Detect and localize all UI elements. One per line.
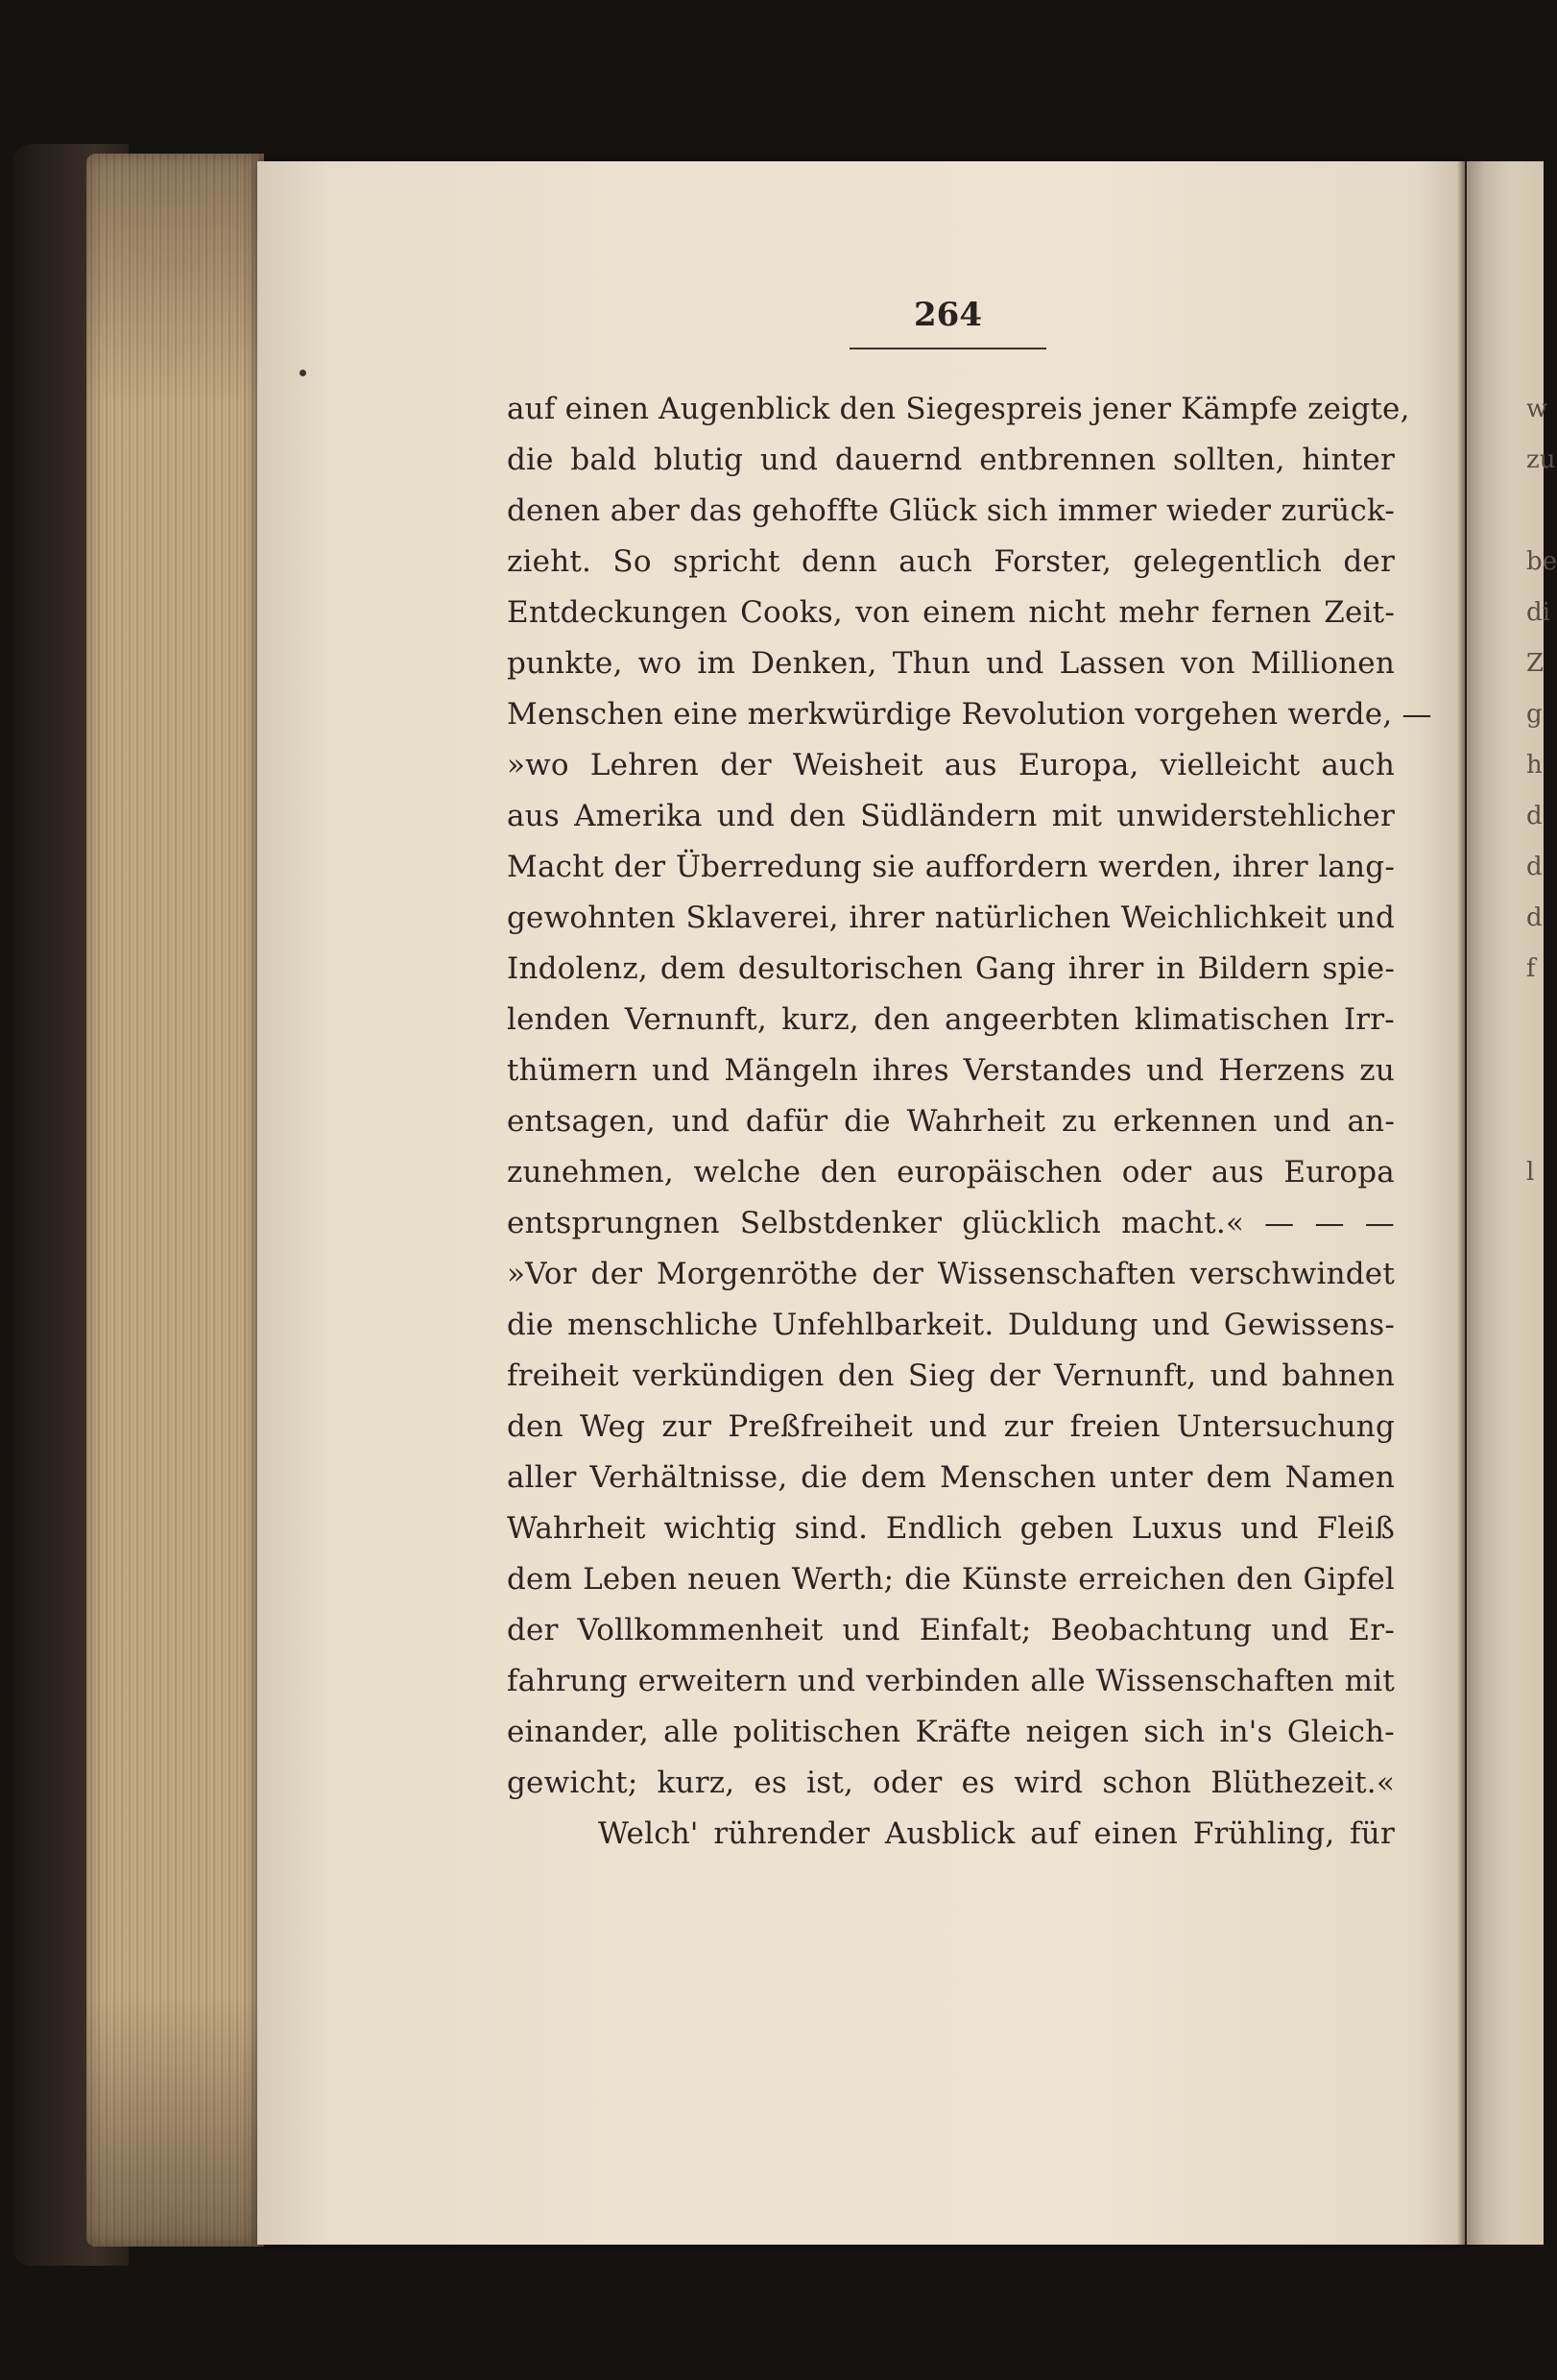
page-edges-shade [86,154,264,2247]
text-line: »wo Lehren der Weisheit aus Europa, vielleicht auch [507,748,1395,782]
text-line: gewohnten Sklaverei, ihrer natürlichen Weichlichkeit und [507,901,1395,935]
text-line: den Weg zur Preßfreiheit und zur freien Untersuchung [507,1409,1395,1444]
text-line: zunehmen, welche den europäischen oder aus Europa [507,1155,1395,1190]
text-line: die bald blutig und dauernd entbrennen sollten, hinter [507,443,1395,477]
text-line: denen aber das gehoffte Glück sich immer wieder zurück- [507,493,1395,528]
right-page-fragment: d [1526,903,1543,932]
text-line: lenden Vernunft, kurz, den angeerbten klimatischen Irr- [507,1002,1395,1037]
text-line: aus Amerika und den Südländern mit unwiderstehlicher [507,799,1395,833]
right-page-fragments [1526,384,1557,1198]
right-page-fragment: f [1526,954,1536,983]
right-page-fragment [1526,486,1544,537]
text-line: einander, alle politischen Kräfte neigen sich in's Gleich- [507,1715,1395,1749]
text-line: »Vor der Morgenröthe der Wissenschaften verschwindet [507,1257,1395,1291]
text-line: gewicht; kurz, es ist, oder es wird schon Blüthezeit.« [507,1766,1395,1800]
right-page-fragment: l [1526,1158,1535,1187]
right-page-fragment: d [1526,853,1543,881]
text-line: auf einen Augenblick den Siegespreis jener Kämpfe zeigte, [507,392,1410,426]
text-line: aller Verhältnisse, die dem Menschen unter dem Namen [507,1460,1395,1495]
text-line: Indolenz, dem desultorischen Gang ihrer in Bildern spie- [507,951,1395,986]
right-page-fragment [1526,995,1544,1046]
right-page-fragment: Z [1526,649,1545,678]
text-line: thümern und Mängeln ihres Verstandes und Herzens zu [507,1053,1395,1088]
text-line: freiheit verkündigen den Sieg der Vernunft, und bahnen [507,1358,1395,1393]
right-page-fragment [1526,1046,1544,1096]
text-line: fahrung erweitern und verbinden alle Wissenschaften mit [507,1664,1395,1698]
text-line: Entdeckungen Cooks, von einem nicht mehr fernen Zeit- [507,595,1395,630]
text-line: Wahrheit wichtig sind. Endlich geben Luxus und Fleiß [507,1511,1395,1546]
right-page-fragment [1526,1096,1544,1147]
margin-dot [299,370,306,376]
text-line: entsagen, und dafür die Wahrheit zu erkennen und an- [507,1104,1395,1139]
page-number-rule [850,348,1046,349]
text-line: dem Leben neuen Werth; die Künste erreichen den Gipfel [507,1562,1395,1597]
right-page-fragment: di [1526,598,1550,627]
page-text [507,384,1432,1860]
text-line: punkte, wo im Denken, Thun und Lassen von Millionen [507,646,1395,681]
page-number: 264 [914,296,982,334]
right-page-fragment: g [1526,700,1543,729]
right-page-fragment: w [1526,395,1548,423]
right-page-fragment: h [1526,751,1543,780]
text-line-indented: Welch' rührender Ausblick auf einen Frühling, für [598,1816,1395,1851]
text-line: Menschen eine merkwürdige Revolution vorgehen werde, — [507,697,1432,732]
text-line: Macht der Überredung sie auffordern werden, ihrer lang- [507,850,1395,884]
text-line: entsprungnen Selbstdenker glücklich macht.« — — — [507,1206,1395,1240]
text-line: die menschliche Unfehlbarkeit. Duldung und Gewissens- [507,1308,1395,1342]
right-page-fragment: zu [1526,445,1556,474]
text-line: der Vollkommenheit und Einfalt; Beobachtung und Er- [507,1613,1395,1647]
text-line: zieht. So spricht denn auch Forster, gelegentlich der [507,544,1395,579]
right-page-fragment: d [1526,802,1543,830]
right-page-fragment: be [1526,547,1557,576]
